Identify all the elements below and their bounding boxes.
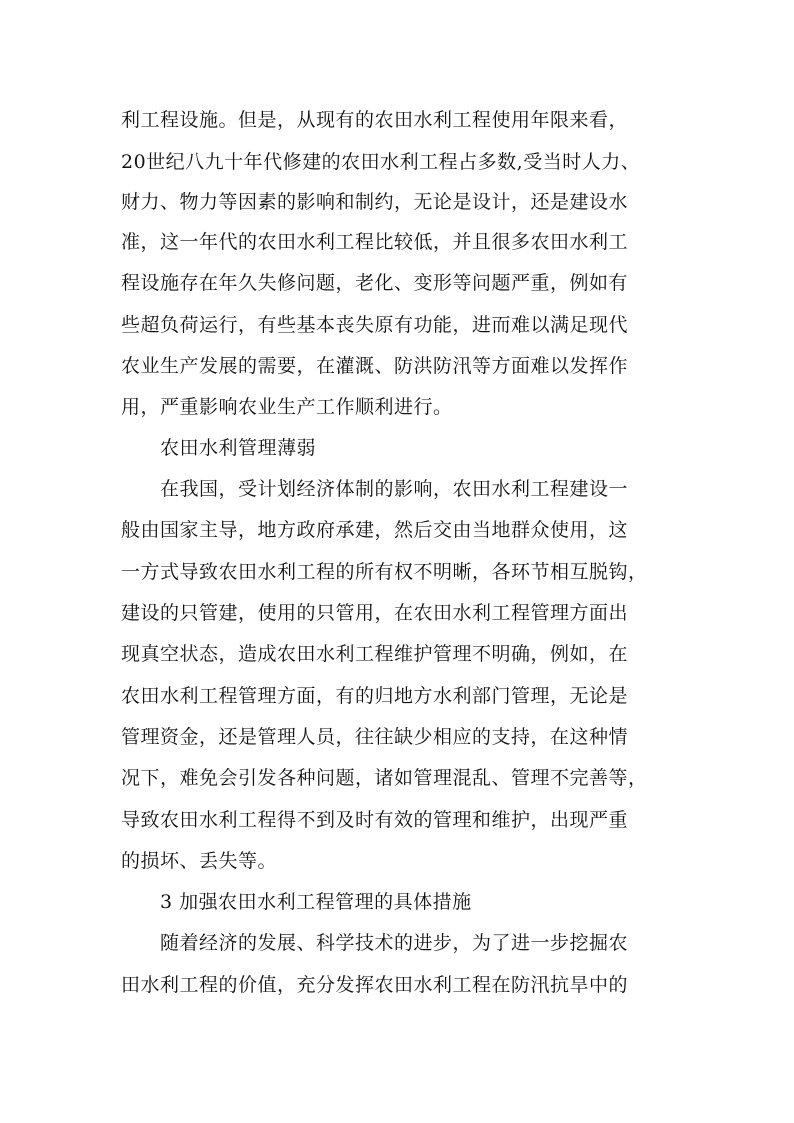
body-text-line: 况下，难免会引发各种问题，诸如管理混乱、管理不完善等， — [121, 767, 648, 789]
body-text-line: 20世纪八九十年代修建的农田水利工程占多数,受当时人力、 — [121, 151, 641, 173]
body-text-line: 建设的只管建，使用的只管用，在农田水利工程管理方面出 — [121, 602, 629, 624]
body-text-line: 导致农田水利工程得不到及时有效的管理和维护，出现严重 — [121, 809, 629, 831]
body-text-line: 程设施存在年久失修问题，老化、变形等问题严重，例如有 — [121, 272, 629, 294]
body-text-line: 的损坏、丢失等。 — [121, 850, 278, 872]
body-text-line: 财力、物力等因素的影响和制约，无论是设计，还是建设水 — [121, 191, 629, 213]
body-text-line: 准，这一年代的农田水利工程比较低，并且很多农田水利工 — [121, 231, 629, 253]
body-text-line: 农田水利工程管理方面，有的归地方水利部门管理，无论是 — [121, 685, 629, 707]
body-text-line: 管理资金，还是管理人员，往往缺少相应的支持，在这种情 — [121, 726, 629, 748]
body-text-line: 一方式导致农田水利工程的所有权不明晰，各环节相互脱钩， — [121, 561, 648, 583]
body-text-line: 用，严重影响农业生产工作顺利进行。 — [121, 396, 453, 418]
body-text-line: 利工程设施。但是，从现有的农田水利工程使用年限来看， — [121, 109, 629, 131]
body-text-line: 农业生产发展的需要，在灌溉、防洪防汛等方面难以发挥作 — [121, 355, 629, 377]
section-heading: 农田水利管理薄弱 — [160, 437, 317, 459]
body-text-line: 般由国家主导，地方政府承建，然后交由当地群众使用，这 — [121, 519, 629, 541]
body-text-line: 随着经济的发展、科学技术的进步，为了进一步挖掘农 — [160, 932, 629, 954]
section-heading: 3 加强农田水利工程管理的具体措施 — [160, 891, 472, 913]
body-text-line: 在我国，受计划经济体制的影响，农田水利工程建设一 — [160, 478, 629, 500]
body-text-line: 些超负荷运行，有些基本丧失原有功能，进而难以满足现代 — [121, 314, 629, 336]
body-text-line: 现真空状态，造成农田水利工程维护管理不明确，例如，在 — [121, 643, 629, 665]
body-text-line: 田水利工程的价值，充分发挥农田水利工程在防汛抗旱中的 — [121, 974, 629, 996]
